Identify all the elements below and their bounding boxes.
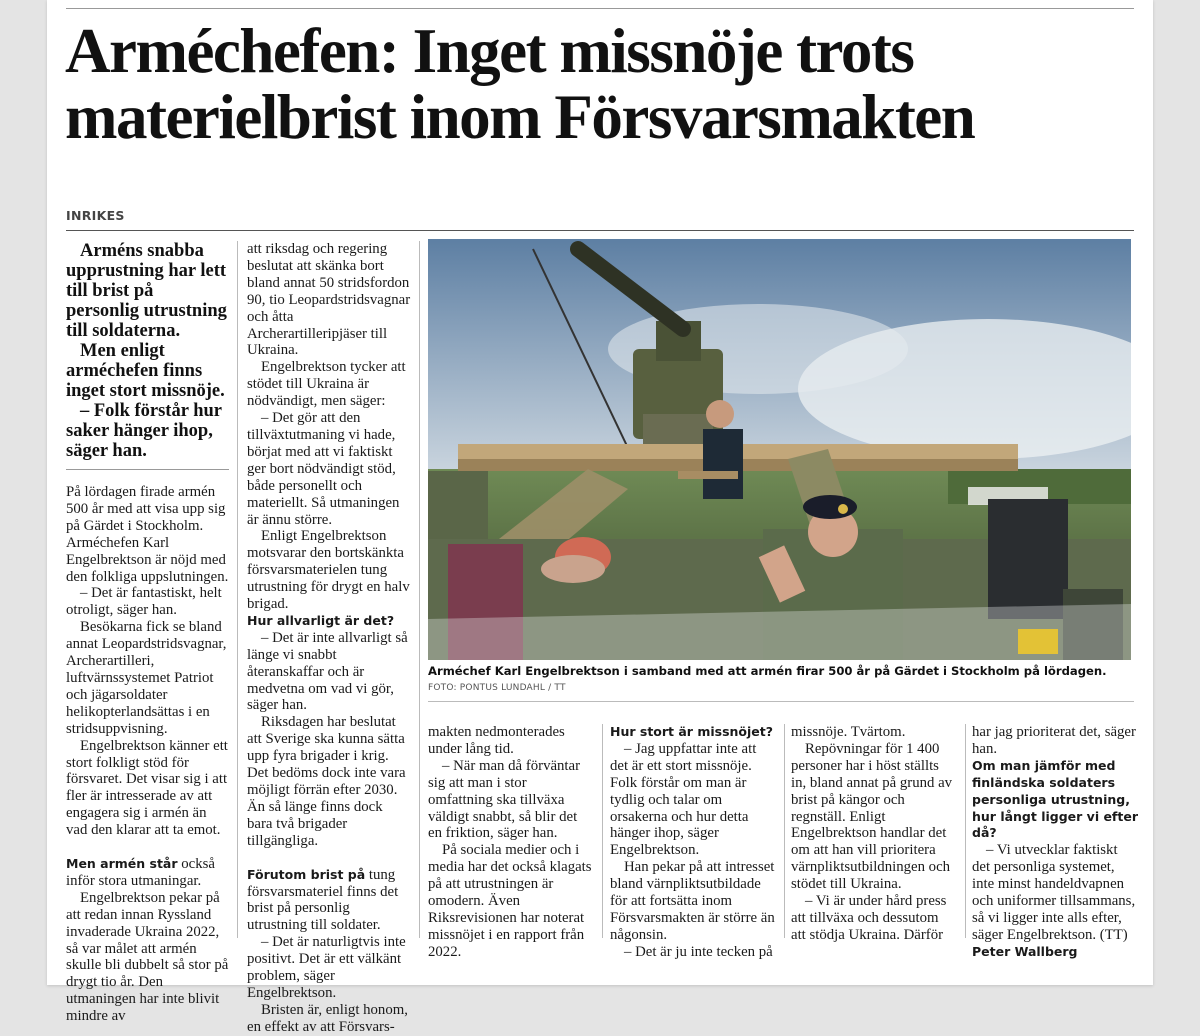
headline: Arméchefen: Inget missnöje trots materielbrist inom Försvarsmakten	[65, 16, 975, 152]
body-paragraph: Bristen är, enligt honom, en effekt av att Försvars-	[247, 1001, 408, 1035]
body-paragraph: Engelbrektson tycker att stödet till Ukraina är nödvändigt, men säger:	[247, 359, 406, 410]
column-6	[972, 724, 1138, 961]
lead-line: Arméns snabba upprustning har lett till brist på personlig utrustning till soldaterna.	[66, 241, 227, 341]
body-paragraph: – Det är ju inte tecken på	[624, 943, 773, 960]
column-2	[247, 241, 411, 1036]
photo-illustration	[428, 239, 1131, 660]
body-paragraph: Riksdagen har beslutat att Sverige ska kunna sätta upp fyra brigader i krig. Det bedöms dock inte vara möjligt förrän efter 2030. Än så länge finns dock bara två brigader tillgängliga.	[247, 714, 406, 849]
column-separator	[965, 724, 966, 938]
run-in-heading: Men armén står	[66, 856, 178, 872]
lead-line: Men enligt arméchefen finns inget stort missnöje.	[66, 341, 225, 401]
body-paragraph: att riksdag och regering beslutat att skänka bort bland annat 50 stridsfordon 90, tio Leopardstridsvagnar och åtta Archerartilleripjäser till Ukraina.	[247, 241, 411, 359]
body-paragraph: På sociala medier och i media har det också klagats på att utrustningen är omodern. Även Riksrevisionen har noterat missnöjet i en rapport från 2022.	[428, 842, 592, 960]
body-paragraph	[66, 856, 229, 890]
body-paragraph: Besökarna fick se bland annat Leopardstridsvagnar, Archerartilleri, luftvärnssystemet Patriot och jägarsoldater helikopterlandsättas i en stridsuppvisning.	[66, 619, 227, 737]
body-paragraph: Han pekar på att intresset bland värnpliktsutbildade för att fortsätta inom Försvarsmakten är större än någonsin.	[610, 859, 775, 943]
body-paragraph	[247, 867, 411, 935]
body-paragraph: missnöje. Tvärtom.	[791, 724, 906, 740]
body-paragraph: har jag prioriterat det, säger han.	[972, 724, 1136, 757]
body-paragraph: – Det är fantastiskt, helt otroligt, säger han.	[66, 585, 222, 619]
body-paragraph: – Jag uppfattar inte att det är ett stort missnöje. Folk förstår om man är tydlig och talar om orsakerna och hur detta hänger ihop, säger Engelbrektson.	[610, 740, 757, 859]
subheading: Hur allvarligt är det?	[247, 612, 395, 628]
column-1	[66, 241, 229, 1025]
body-paragraph: Repövningar för 1 400 personer har i höst ställts in, bland annat på grund av brist på kängor och regnställ. Enligt Engelbrektson handlar det om att han vill prioritera värnpliktsutbildningen och stödet till Ukraina.	[791, 740, 953, 893]
column-separator	[237, 241, 238, 938]
lead-rule	[66, 469, 229, 470]
body-paragraph: På lördagen firade armén 500 år med att visa upp sig på Gärdet i Stockholm. Arméchefen Karl Engelbrektson är nöjd med den folkliga uppslutningen.	[66, 484, 229, 585]
body-paragraph: – Det är naturligtvis inte positivt. Det är ett välkänt problem, säger Engelbrektson.	[247, 934, 406, 1001]
newspaper-page	[47, 0, 1153, 1035]
column-3	[428, 724, 594, 961]
subheading: Hur stort är missnöjet?	[610, 724, 773, 739]
body-paragraph: – Vi är under hård press att tillväxa och dessutom att stödja Ukraina. Därför	[791, 893, 947, 943]
byline: Peter Wallberg	[972, 943, 1078, 959]
top-rule	[66, 8, 1134, 9]
section-label: INRIKES	[66, 208, 125, 223]
lead-quote: – Folk förstår hur saker hänger ihop, säger han.	[66, 401, 222, 461]
column-5	[791, 724, 957, 944]
subheading: Om man jämför med finländska soldaters personliga utrustning, hur långt ligger vi efter då?	[972, 757, 1138, 841]
lead-paragraph	[66, 241, 229, 461]
run-in-heading: Förutom brist på	[247, 866, 366, 882]
body-paragraph: Engelbrektson pekar på att redan innan Ryssland invaderade Ukraina 2022, så var målet att armén skulle bli dubbelt så stor på drygt tio år. Den utmaningen har inte blivit mindre av	[66, 889, 229, 1025]
body-paragraph: makten nedmonterades under lång tid.	[428, 724, 565, 757]
body-paragraph: Engelbrektson känner ett stort folkligt stöd för försvaret. Det visar sig i att fler är intresserade av att engagera sig i armén än vad den klarar att ta emot.	[66, 737, 228, 839]
section-rule	[66, 230, 1134, 231]
body-paragraph: – När man då förväntar sig att man i stor omfattning ska tillväxa väldigt snabbt, så blir det en friktion, säger han.	[428, 757, 581, 842]
column-4	[610, 724, 776, 961]
caption-rule	[428, 701, 1134, 702]
news-photo	[428, 239, 1131, 660]
column-separator	[784, 724, 785, 938]
run-in-text: tung försvarsmateriel finns det brist på personlig utrustning till soldater.	[247, 866, 399, 934]
column-separator	[419, 241, 420, 938]
body-paragraph: Enligt Engelbrektson motsvarar den bortskänkta försvarsmaterielen tung utrustning för drygt en halv brigad.	[247, 528, 410, 613]
body-paragraph: – Det gör att den tillväxtutmaning vi hade, börjat med att vi faktiskt ger bort nödvändigt stöd, både personellt och materiellt. Så utmaningen är ännu större.	[247, 410, 400, 528]
photo-caption: Arméchef Karl Engelbrektson i samband med att armén firar 500 år på Gärdet i Stockholm på lördagen.	[428, 664, 1107, 678]
body-paragraph: – Det är inte allvarligt så länge vi snabbt återanskaffar och är medvetna om vad vi gör, säger han.	[247, 629, 408, 714]
column-separator	[602, 724, 603, 938]
photo-credit: FOTO: PONTUS LUNDAHL / TT	[428, 683, 566, 693]
body-paragraph: – Vi utvecklar faktiskt det personliga systemet, inte minst handeldvapnen och uniformer tillsammans, så vi ligger inte alls efter, säger Engelbrektson. (TT)	[972, 842, 1136, 943]
run-in-text: också inför stora utmaningar.	[66, 856, 215, 889]
